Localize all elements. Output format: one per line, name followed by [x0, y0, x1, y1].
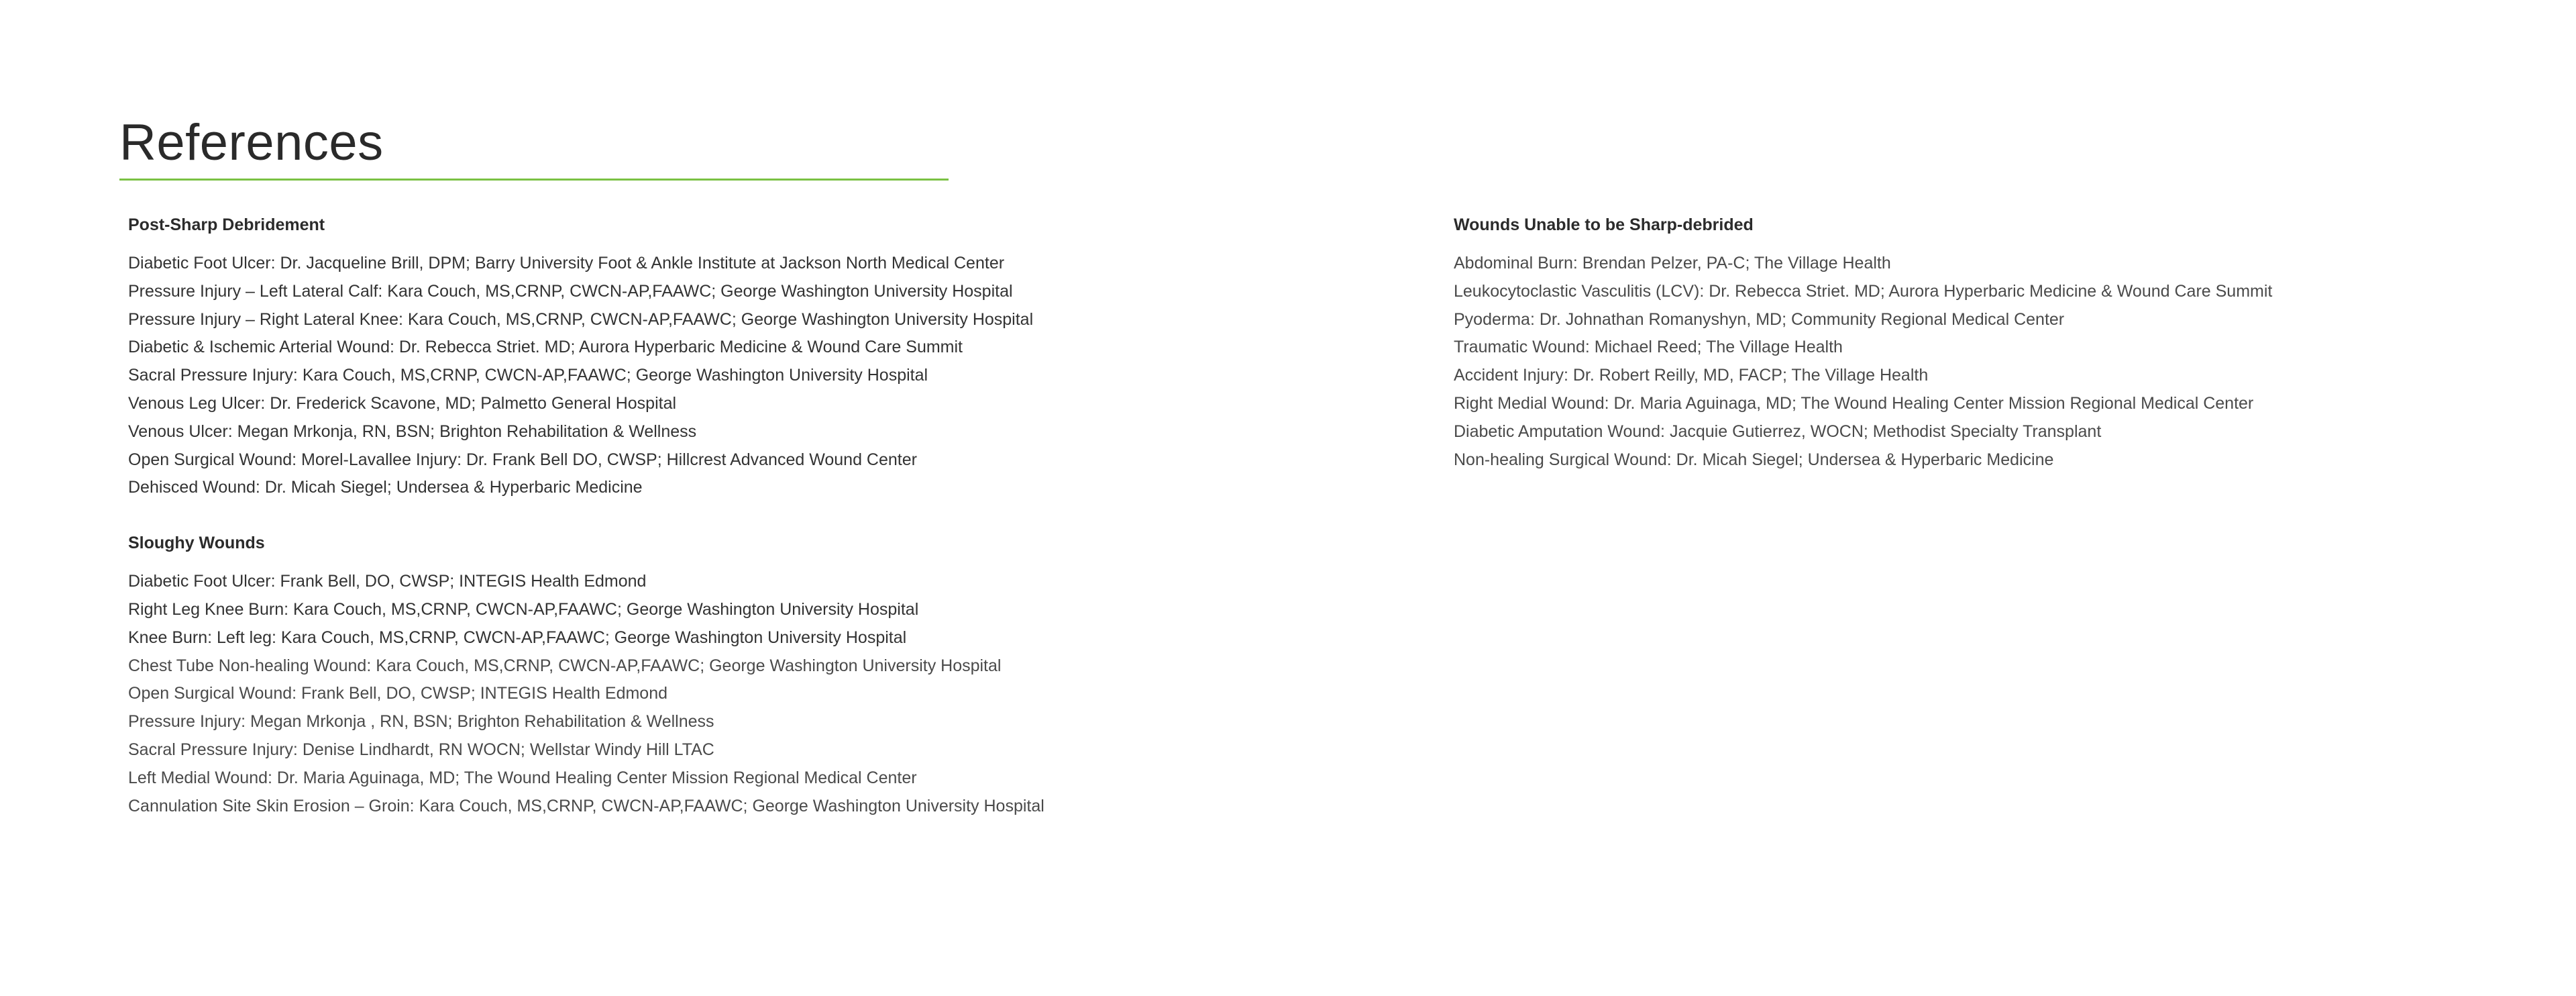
reference-item: Accident Injury: Dr. Robert Reilly, MD, FACP; The Village Health [1454, 366, 1929, 385]
section-heading: Sloughy Wounds [128, 534, 265, 553]
reference-item: Pressure Injury: Megan Mrkonja , RN, BSN; Brighton Rehabilitation & Wellness [128, 712, 714, 732]
reference-item: Sacral Pressure Injury: Denise Lindhardt, RN WOCN; Wellstar Windy Hill LTAC [128, 740, 714, 759]
section-heading: Wounds Unable to be Sharp-debrided [1454, 215, 1754, 234]
reference-item: Open Surgical Wound: Frank Bell, DO, CWSP; INTEGIS Health Edmond [128, 684, 668, 703]
reference-item: Pyoderma: Dr. Johnathan Romanyshyn, MD; Community Regional Medical Center [1454, 309, 2065, 329]
reference-item: Diabetic & Ischemic Arterial Wound: Dr. Rebecca Striet. MD; Aurora Hyperbaric Medicine & Wound Care Summit [128, 338, 963, 357]
section-post-sharp-debridement [128, 213, 1403, 502]
reference-item: Abdominal Burn: Brendan Pelzer, PA-C; The Village Health [1454, 254, 1891, 272]
reference-item: Venous Leg Ulcer: Dr. Frederick Scavone, MD; Palmetto General Hospital [128, 393, 677, 413]
page-title: References [119, 114, 384, 171]
reference-item: Chest Tube Non-healing Wound: Kara Couch, MS,CRNP, CWCN-AP,FAAWC; George Washington University Hospital [128, 656, 1002, 675]
reference-item: Pressure Injury – Left Lateral Calf: Kara Couch, MS,CRNP, CWCN-AP,FAAWC; George Washington University Hospital [128, 281, 1013, 301]
reference-item: Sacral Pressure Injury: Kara Couch, MS,CRNP, CWCN-AP,FAAWC; George Washington University Hospital [128, 366, 928, 385]
reference-item: Dehisced Wound: Dr. Micah Siegel; Undersea & Hyperbaric Medicine [128, 478, 643, 497]
reference-item: Cannulation Site Skin Erosion – Groin: Kara Couch, MS,CRNP, CWCN-AP,FAAWC; George Washington University Hospital [128, 796, 1044, 815]
reference-item: Diabetic Amputation Wound: Jacquie Gutierrez, WOCN; Methodist Specialty Transplant [1454, 421, 2102, 441]
reference-item: Non-healing Surgical Wound: Dr. Micah Siegel; Undersea & Hyperbaric Medicine [1454, 450, 2054, 469]
reference-list [1454, 250, 2527, 474]
reference-item: Diabetic Foot Ulcer: Frank Bell, DO, CWSP; INTEGIS Health Edmond [128, 572, 647, 591]
reference-item: Open Surgical Wound: Morel-Lavallee Injury: Dr. Frank Bell DO, CWSP; Hillcrest Advanced Wound Center [128, 450, 917, 469]
reference-item: Leukocytoclastic Vasculitis (LCV): Dr. Rebecca Striet. MD; Aurora Hyperbaric Medicine & Wound Care Summit [1454, 281, 2273, 301]
reference-item: Traumatic Wound: Michael Reed; The Village Health [1454, 338, 1843, 357]
reference-list [128, 568, 1403, 820]
title-divider [119, 179, 949, 181]
reference-item: Right Leg Knee Burn: Kara Couch, MS,CRNP, CWCN-AP,FAAWC; George Washington University Hospital [128, 599, 919, 619]
section-heading: Post-Sharp Debridement [128, 215, 325, 234]
reference-item: Right Medial Wound: Dr. Maria Aguinaga, MD; The Wound Healing Center Mission Regional Medical Center [1454, 393, 2254, 413]
reference-item: Venous Ulcer: Megan Mrkonja, RN, BSN; Brighton Rehabilitation & Wellness [128, 421, 697, 441]
left-column [128, 213, 1403, 850]
reference-item: Knee Burn: Left leg: Kara Couch, MS,CRNP, CWCN-AP,FAAWC; George Washington University Hospital [128, 628, 907, 647]
reference-item: Diabetic Foot Ulcer: Dr. Jacqueline Brill, DPM; Barry University Foot & Ankle Institute at Jackson North Medical Center [128, 254, 1005, 272]
reference-item: Left Medial Wound: Dr. Maria Aguinaga, MD; The Wound Healing Center Mission Regional Medical Center [128, 768, 917, 787]
right-column [1454, 213, 2527, 503]
section-sloughy-wounds [128, 532, 1403, 820]
reference-item: Pressure Injury – Right Lateral Knee: Kara Couch, MS,CRNP, CWCN-AP,FAAWC; George Washington University Hospital [128, 309, 1034, 329]
section-wounds-unable-to-be-sharp-debrided [1454, 213, 2527, 474]
reference-list [128, 250, 1403, 502]
